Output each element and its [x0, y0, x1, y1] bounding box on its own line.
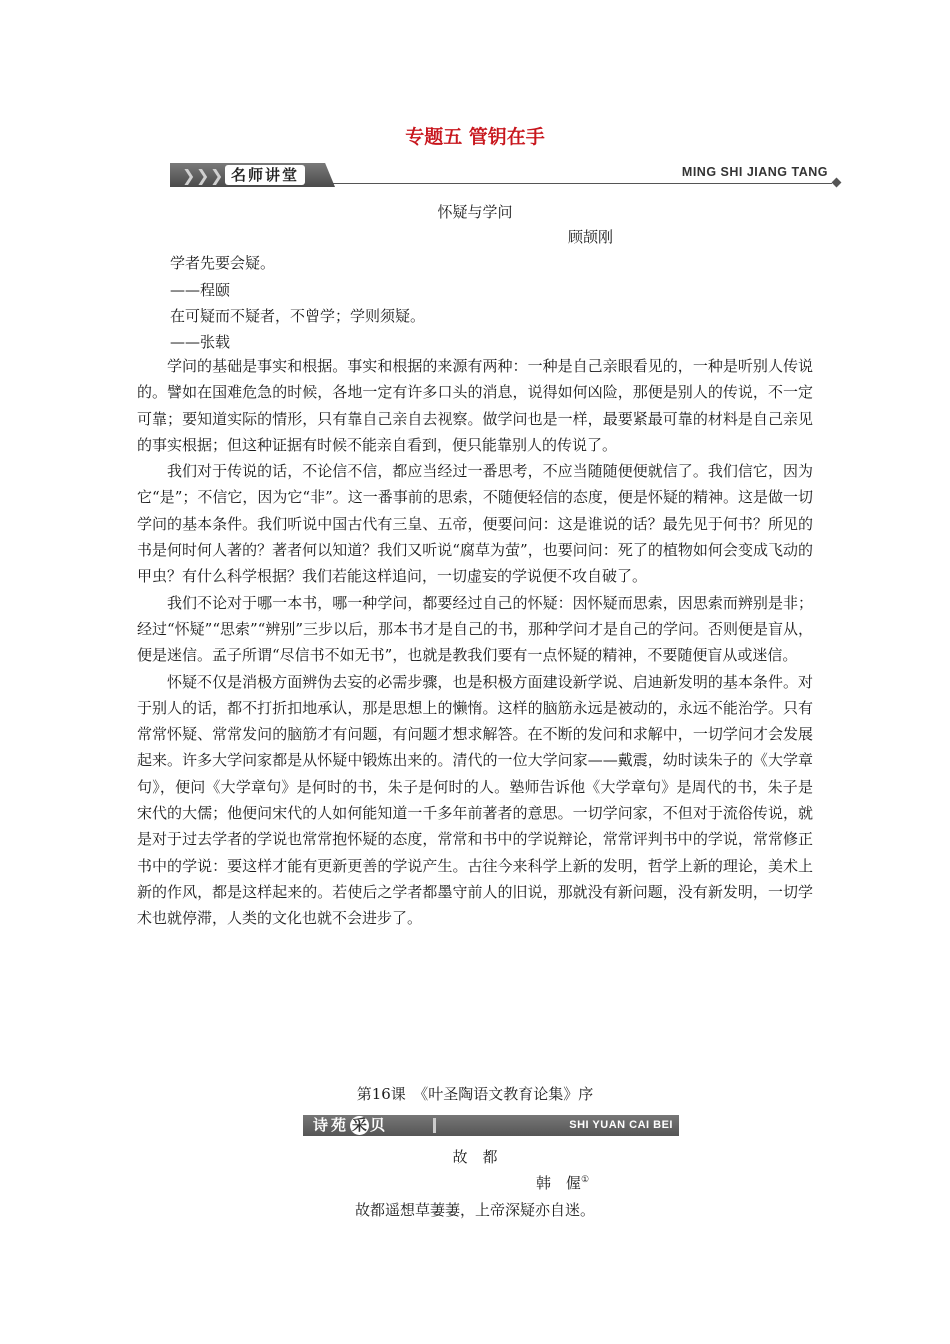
- banner-divider: [433, 1118, 436, 1133]
- quote-1-source: ——程颐: [170, 281, 231, 299]
- chevron-right-icon: ❯: [210, 166, 224, 185]
- banner-rule: [330, 183, 832, 184]
- essay-author: 顾颉刚: [568, 228, 614, 246]
- banner-english-label: SHI YUAN CAI BEI: [569, 1119, 673, 1131]
- banner-label: [313, 1115, 388, 1136]
- paragraph: 学问的基础是事实和根据。事实和根据的来源有两种：一种是自己亲眼看见的，一种是听别人传说的。譬如在国难危急的时候，各地一定有许多口头的消息，说得如何凶险，那便是别人的传说，不一定可靠；要知道实际的情形，只有靠自己亲自去视察。做学问也是一样，最要紧最可靠的材料是自己亲见的事实根据；但这种证据有时候不能亲自看到，便只能靠别人的传说了。: [137, 357, 813, 454]
- chevron-right-icon: ❯: [182, 166, 196, 185]
- quote-2: 在可疑而不疑者，不曾学；学则须疑。: [170, 307, 426, 325]
- quote-2-source: ——张载: [170, 333, 231, 351]
- lesson-title: 第16课 《叶圣陶语文教育论集》序: [356, 1085, 594, 1103]
- quote-1: 学者先要会疑。: [170, 254, 276, 272]
- paragraph: 怀疑不仅是消极方面辨伪去妄的必需步骤，也是积极方面建设新学说、启迪新发明的基本条件。对于别人的话，都不打折扣地承认，那是思想上的懒惰。这样的脑筋永远是被动的，永远不能治学。只有常常怀疑、常常发问的脑筋才有问题，有问题才想求解答。在不断的发问和求解中，一切学问才会发展起来。许多大学问家都是从怀疑中锻炼出来的。清代的一位大学问家——戴震，幼时读朱子的《大学章句》，便问《大学章句》是何时的书，朱子是何时的人。塾师告诉他《大学章句》是周代的书，朱子是宋代的大儒；他便问宋代的人如何能知道一千多年前著者的意思。一切学问家，不但对于流俗传说，就是对于过去学者的学说也常常抱怀疑的态度，常常和书中的学说辩论，常常评判书中的学说，常常修正书中的学说：要这样才能有更新更善的学说产生。古往今来科学上新的发明，哲学上新的理论，美术上新的作风，都是这样起来的。若使后之学者都墨守前人的旧说，那就没有新问题，没有新发明，一切学术也就停滞，人类的文化也就不会进步了。: [137, 672, 813, 928]
- poem-line: 故都遥想草萋萋，上帝深疑亦自迷。: [354, 1201, 595, 1219]
- footnote-marker: ①: [581, 1175, 590, 1185]
- poem-author-name: 韩 偓: [536, 1174, 582, 1192]
- diamond-icon: [832, 178, 842, 188]
- banner-label-part: 诗苑: [313, 1116, 350, 1134]
- paragraph: 我们不论对于哪一本书，哪一种学问，都要经过自己的怀疑：因怀疑而思索，因思索而辨别是非；经过“怀疑”“思索”“辨别”三步以后，那本书才是自己的书，那种学问才是自己的学问。否则便是盲从，便是迷信。孟子所谓“尽信书不如无书”，也就是教我们要有一点怀疑的精神，不要随便盲从或迷信。: [137, 593, 814, 665]
- poem-author: [536, 1172, 589, 1193]
- poem-title: 故 都: [452, 1148, 498, 1166]
- section-banner-shi-yuan-cai-bei: [303, 1115, 679, 1136]
- paragraph: 我们对于传说的话，不论信不信，都应当经过一番思考，不应当随随便便就信了。我们信它，因为它“是”；不信它，因为它“非”。这一番事前的思索，不随便轻信的态度，便是怀疑的精神。这是做一切学问的基本条件。我们听说中国古代有三皇、五帝，便要问问：这是谁说的话？最先见于何书？所见的书是何时何人著的？著者何以知道？我们又听说“腐草为萤”，也要问问：死了的植物如何会变成飞动的甲虫？有什么科学根据？我们若能这样追问，一切虚妄的学说便不攻自破了。: [137, 462, 813, 586]
- page-title: 专题五 管钥在手: [405, 126, 545, 148]
- banner-label-part: 贝: [370, 1116, 389, 1134]
- essay-body: [137, 353, 813, 932]
- banner-english-label: MING SHI JIANG TANG: [678, 165, 828, 179]
- banner-label: 名师讲堂: [225, 165, 305, 185]
- essay-title: 怀疑与学问: [437, 203, 513, 221]
- chevron-right-icon: ❯: [196, 166, 210, 185]
- section-banner-ming-shi-jiang-tang: [170, 163, 842, 189]
- banner-label-circled: 采: [352, 1116, 368, 1134]
